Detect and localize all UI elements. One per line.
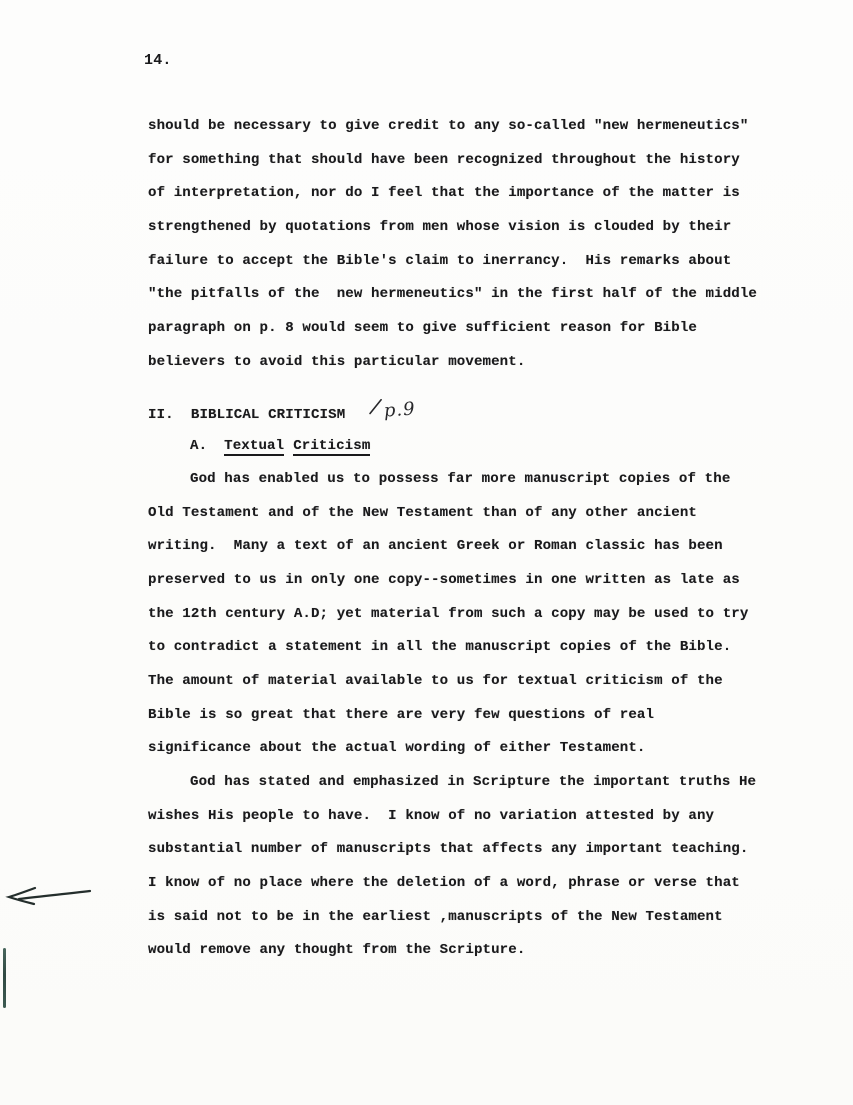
typed-line: strengthened by quotations from men whose vision is clouded by their	[148, 218, 732, 235]
typed-line: paragraph on p. 8 would seem to give sufficient reason for Bible	[148, 319, 697, 336]
typed-line: God has stated and emphasized in Scripture the important truths He	[190, 774, 757, 791]
typed-line: of interpretation, nor do I feel that the importance of the matter is	[148, 185, 740, 202]
typed-line: I know of no place where the deletion of a word, phrase or verse that	[148, 875, 740, 892]
section-heading-text: II. BIBLICAL CRITICISM	[148, 406, 346, 423]
typed-line: believers to avoid this particular movement.	[148, 353, 526, 370]
typed-line: would remove any thought from the Scripture.	[148, 942, 526, 959]
subsection-letter: A.	[190, 437, 208, 454]
typed-line: for something that should have been recognized throughout the history	[148, 151, 740, 168]
section-heading	[148, 396, 808, 430]
subsection-heading	[148, 430, 808, 464]
typed-line: substantial number of manuscripts that affects any important teaching.	[148, 841, 749, 858]
typed-line: writing. Many a text of an ancient Greek or Roman classic has been	[148, 538, 723, 555]
typed-line: to contradict a statement in all the manuscript copies of the Bible.	[148, 639, 732, 656]
page-number: 14.	[144, 52, 172, 69]
typed-line: the 12th century A.D; yet material from such a copy may be used to try	[148, 605, 749, 622]
typed-line: "the pitfalls of the new hermeneutics" in the first half of the middle	[148, 286, 758, 303]
handwritten-annotation	[368, 392, 417, 432]
paragraph-gap	[148, 379, 808, 396]
margin-pen-stroke	[3, 948, 6, 1008]
subsection-word: Textual	[224, 437, 285, 454]
text-column	[148, 110, 808, 968]
margin-arrow-mark-icon	[5, 883, 95, 911]
typed-line: The amount of material available to us for textual criticism of the	[148, 673, 723, 690]
typed-line: God has enabled us to possess far more manuscript copies of the	[190, 471, 731, 488]
typed-line: wishes His people to have. I know of no variation attested by any	[148, 807, 715, 824]
pen-tick-icon	[368, 399, 383, 416]
annotation-text: p.9	[383, 398, 417, 422]
typed-line: should be necessary to give credit to any so-called "new hermeneutics"	[148, 118, 749, 134]
typed-line: failure to accept the Bible's claim to inerrancy. His remarks about	[148, 252, 732, 269]
typed-line: significance about the actual wording of either Testament.	[148, 740, 646, 757]
typed-line: preserved to us in only one copy--sometimes in one written as late as	[148, 572, 740, 589]
subsection-word: Criticism	[293, 437, 371, 454]
typed-line: Old Testament and of the New Testament than of any other ancient	[148, 504, 697, 521]
typed-line: is said not to be in the earliest ,manuscripts of the New Testament	[148, 908, 723, 925]
typed-line: Bible is so great that there are very few questions of real	[148, 706, 655, 723]
